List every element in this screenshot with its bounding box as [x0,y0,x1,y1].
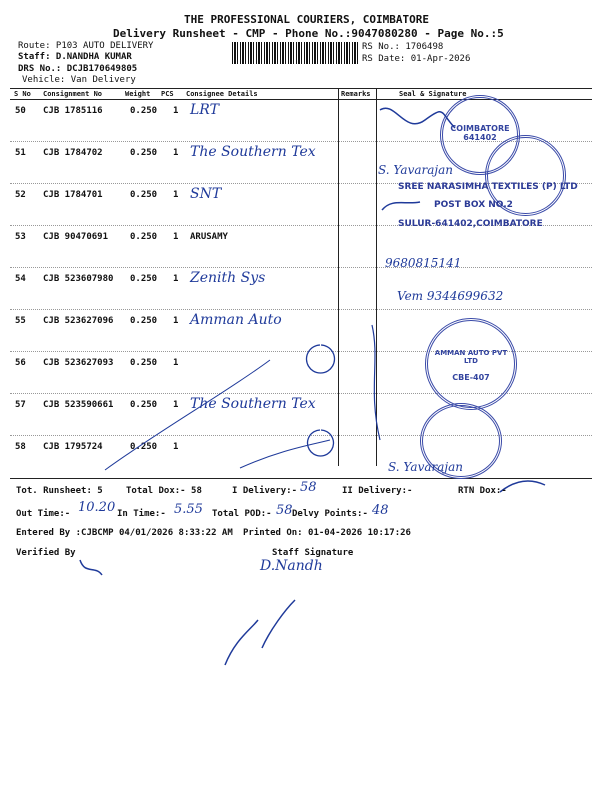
drs-number: DRS No.: DCJB170649805 [18,64,138,74]
handwritten-phone: Vem 9344699632 [397,289,504,303]
handwritten-phone: 9680815141 [385,256,462,270]
entered-by: Entered By :CJBCMP 04/01/2026 8:33:22 AM [16,528,233,538]
delvy-points: Delvy Points:- [292,509,368,519]
sree-stamp-name: SREE NARASIMHA TEXTILES (P) LTD [398,182,578,192]
i-delivery-value: 58 [300,480,317,495]
coimbatore-seal: COIMBATORE 641402 [440,95,520,175]
col-remarks: Remarks [341,90,371,98]
col-consignment: Consignment No [43,90,103,98]
amman-seal: AMMAN AUTO PVT LTD CBE-407 [425,318,517,410]
ii-delivery: II Delivery:- [342,486,413,496]
in-time-value: 5.55 [174,502,203,517]
rtn-dox: RTN Dox:- [458,486,507,496]
table-row: 56 CJB 523627093 0.250 1 [10,351,592,394]
staff-signature-handwritten: D.Nandh [260,558,323,574]
i-delivery: I Delivery:- [232,486,298,496]
out-time: Out Time:- [16,509,71,519]
in-time: In Time:- [117,509,166,519]
table-row: 58 CJB 1795724 0.250 1 [15,442,179,452]
table-row: 50 CJB 1785116 0.250 1 LRT [10,99,592,142]
table-row: 53 CJB 90470691 0.250 1 ARUSAMY [10,225,592,268]
total-dox: Total Dox:- 58 [126,486,202,496]
verified-by: Verified By [16,548,76,558]
col-pcs: PCS [161,90,174,98]
route: Route: P103 AUTO DELIVERY [18,41,154,51]
rs-date: RS Date: 01-Apr-2026 [362,54,471,64]
table-row: 52 CJB 1784701 0.250 1 SNT [10,183,592,226]
staff: Staff: D.NANDHA KUMAR [18,52,132,62]
col-seal-signature: Seal & Signature [399,90,467,98]
rs-number: RS No.: 1706498 [362,42,444,52]
total-pod-value: 58 [276,503,293,518]
table-row: 55 CJB 523627096 0.250 1 Amman Auto [10,309,592,352]
company-title: THE PROFESSIONAL COURIERS, COIMBATORE [184,13,430,26]
col-weight: Weight [125,90,151,98]
runsheet-subtitle: Delivery Runsheet - CMP - Phone No.:9047080280 - Page No.:5 [113,27,504,40]
sulur-stamp: SULUR-641402,COIMBATORE [398,219,543,229]
delvy-points-value: 48 [372,503,389,518]
vehicle: Vehicle: Van Delivery [22,75,136,85]
table-row: 51 CJB 1784702 0.250 1 The Southern Tex [10,141,592,184]
table-row: 54 CJB 523607980 0.250 1 Zenith Sys [10,267,592,310]
total-pod: Total POD:- [212,509,272,519]
col-sno: S No [14,90,31,98]
out-time-value: 10.20 [78,500,116,515]
handwritten-signature: S. Yavarajan [378,163,453,177]
col-consignee: Consignee Details [186,90,258,98]
postbox-stamp: POST BOX NO.2 [434,200,513,210]
printed-on: Printed On: 01-04-2026 10:17:26 [243,528,411,538]
staff-signature-label: Staff Signature [272,548,354,558]
table-row: 57 CJB 523590661 0.250 1 The Southern Tex [10,393,592,436]
handwritten-signature: S. Yavarajan [388,460,463,474]
tot-runsheet: Tot. Runsheet: 5 [16,486,103,496]
